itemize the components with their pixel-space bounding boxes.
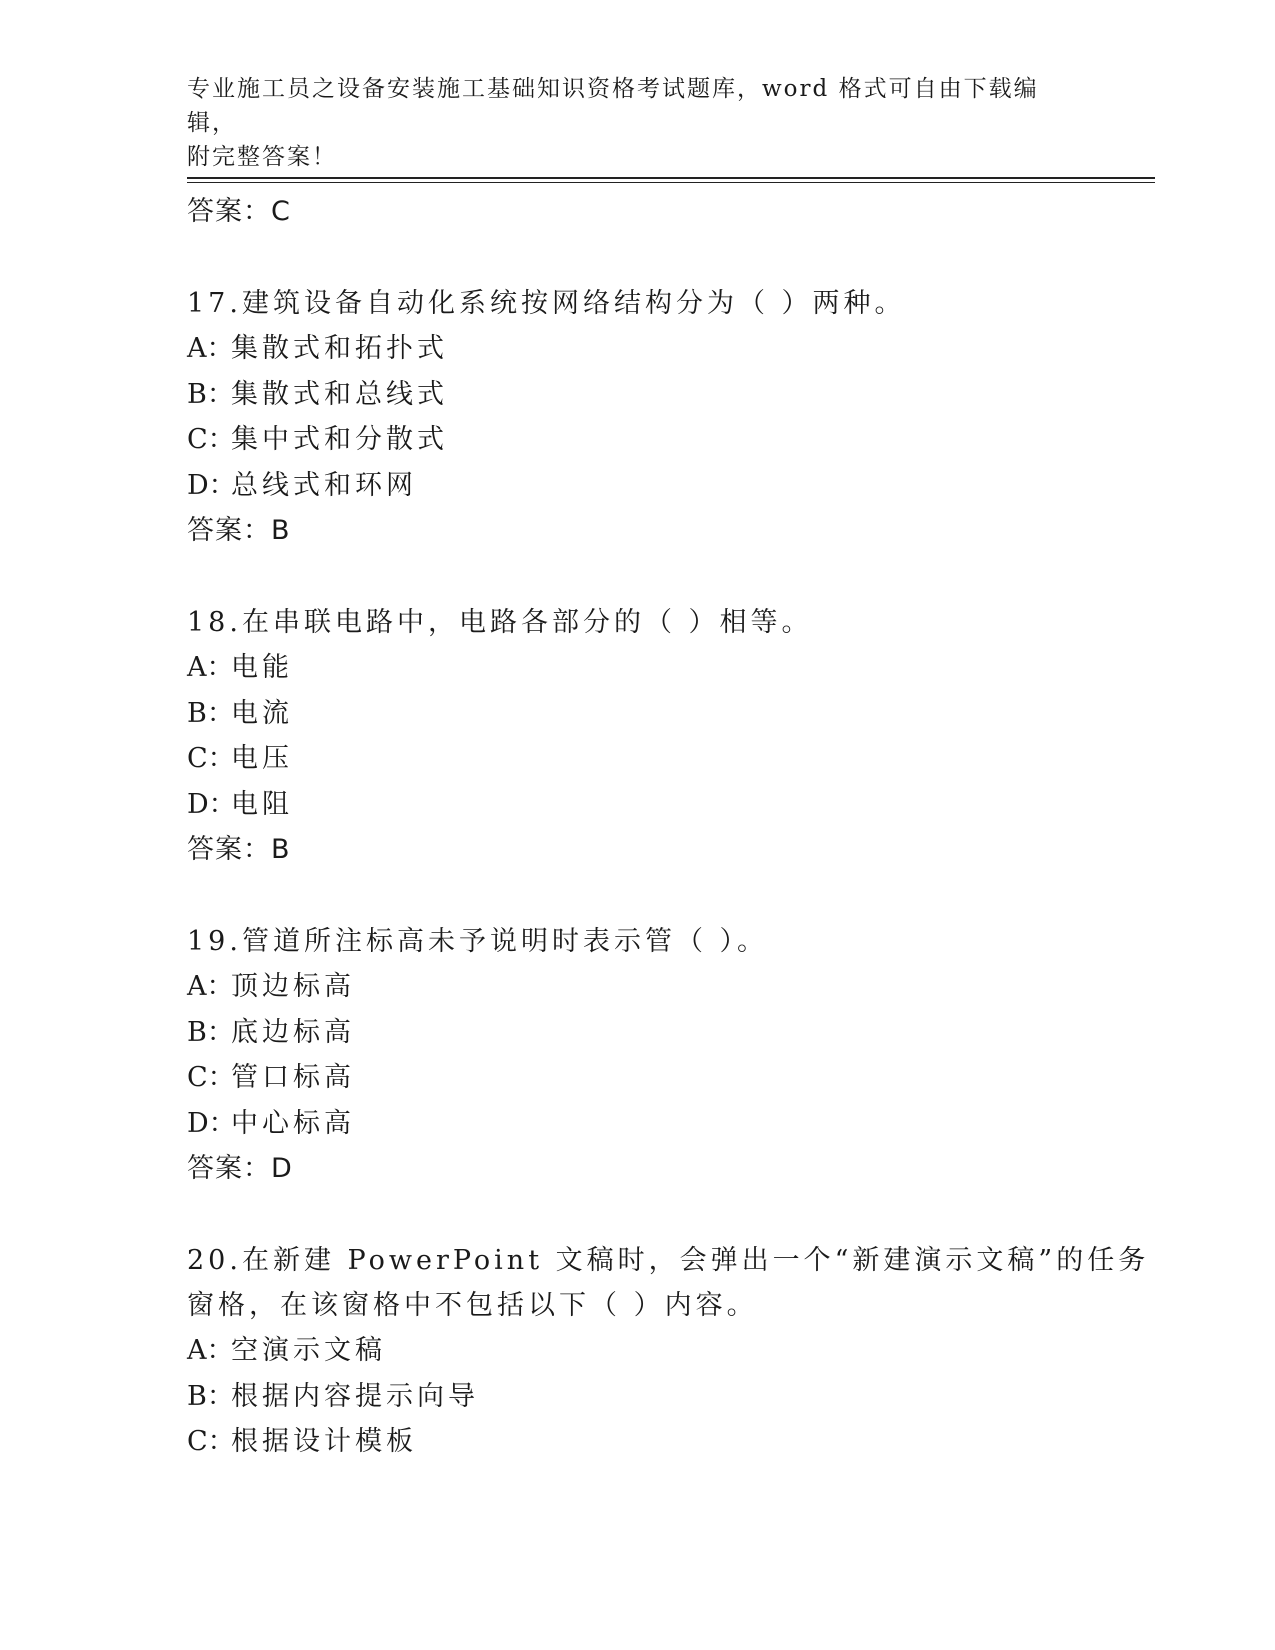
option-key: A： — [187, 971, 234, 1002]
answer: 答案：D — [187, 1153, 293, 1184]
option-text: 根据设计模板 — [231, 1426, 417, 1457]
option-b — [187, 372, 1155, 418]
option-text: 底边标高 — [231, 1016, 355, 1048]
option-key: C： — [187, 743, 235, 774]
option-d — [187, 1101, 1155, 1147]
answer: 答案：B — [187, 834, 291, 865]
option-c — [187, 417, 1155, 463]
option-b — [187, 691, 1155, 737]
option-text: 集散式和拓扑式 — [231, 333, 448, 364]
option-text: 集散式和总线式 — [231, 378, 448, 410]
option-key: B： — [187, 697, 234, 729]
question-stem-line-1: 20.在新建 PowerPoint 文稿时，会弹出一个“新建演示文稿”的任务 — [187, 1245, 1150, 1276]
option-key: C： — [187, 424, 235, 455]
option-key: D： — [187, 469, 236, 501]
question-stem-line-2: 窗格，在该窗格中不包括以下（ ）内容。 — [187, 1290, 758, 1321]
option-key: C： — [187, 1062, 235, 1093]
option-key: D： — [187, 1107, 236, 1139]
question-17 — [187, 281, 1155, 553]
header-divider-thick — [187, 177, 1155, 179]
option-text: 根据内容提示向导 — [231, 1380, 479, 1412]
previous-answer: 答案：C — [187, 196, 291, 227]
option-text: 电能 — [231, 652, 293, 683]
header-line-2: 附完整答案！ — [187, 144, 337, 170]
document-header — [187, 72, 1067, 174]
option-d — [187, 782, 1155, 828]
question-18 — [187, 600, 1155, 872]
question-stem: 17.建筑设备自动化系统按网络结构分为（ ）两种。 — [187, 288, 906, 319]
option-text: 顶边标高 — [231, 971, 355, 1002]
header-divider-thin — [187, 182, 1155, 183]
option-text: 电阻 — [231, 788, 293, 820]
option-text: 集中式和分散式 — [231, 424, 448, 455]
option-key: D： — [187, 788, 236, 820]
option-text: 中心标高 — [231, 1107, 355, 1139]
option-a — [187, 1328, 1155, 1374]
option-key: B： — [187, 378, 234, 410]
option-text: 电流 — [231, 697, 293, 729]
option-c — [187, 736, 1155, 782]
option-d — [187, 463, 1155, 509]
option-text: 管口标高 — [231, 1062, 355, 1093]
option-text: 电压 — [231, 743, 293, 774]
option-text: 空演示文稿 — [231, 1335, 386, 1366]
option-a — [187, 964, 1155, 1010]
option-a — [187, 326, 1155, 372]
option-b — [187, 1010, 1155, 1056]
option-a — [187, 645, 1155, 691]
question-stem: 18.在串联电路中，电路各部分的（ ）相等。 — [187, 607, 813, 638]
option-key: A： — [187, 333, 234, 364]
question-list — [187, 189, 1155, 1465]
option-key: C： — [187, 1426, 235, 1457]
question-20 — [187, 1238, 1155, 1465]
option-key: B： — [187, 1016, 234, 1048]
option-b — [187, 1374, 1155, 1420]
option-c — [187, 1419, 1155, 1465]
answer: 答案：B — [187, 515, 291, 546]
option-key: A： — [187, 652, 234, 683]
header-line-1: 专业施工员之设备安装施工基础知识资格考试题库，word 格式可自由下载编辑， — [187, 76, 1039, 136]
option-key: A： — [187, 1335, 234, 1366]
option-key: B： — [187, 1380, 234, 1412]
option-text: 总线式和环网 — [231, 469, 417, 501]
option-c — [187, 1055, 1155, 1101]
question-stem: 19.管道所注标高未予说明时表示管（ ）。 — [187, 926, 769, 957]
question-19 — [187, 919, 1155, 1191]
